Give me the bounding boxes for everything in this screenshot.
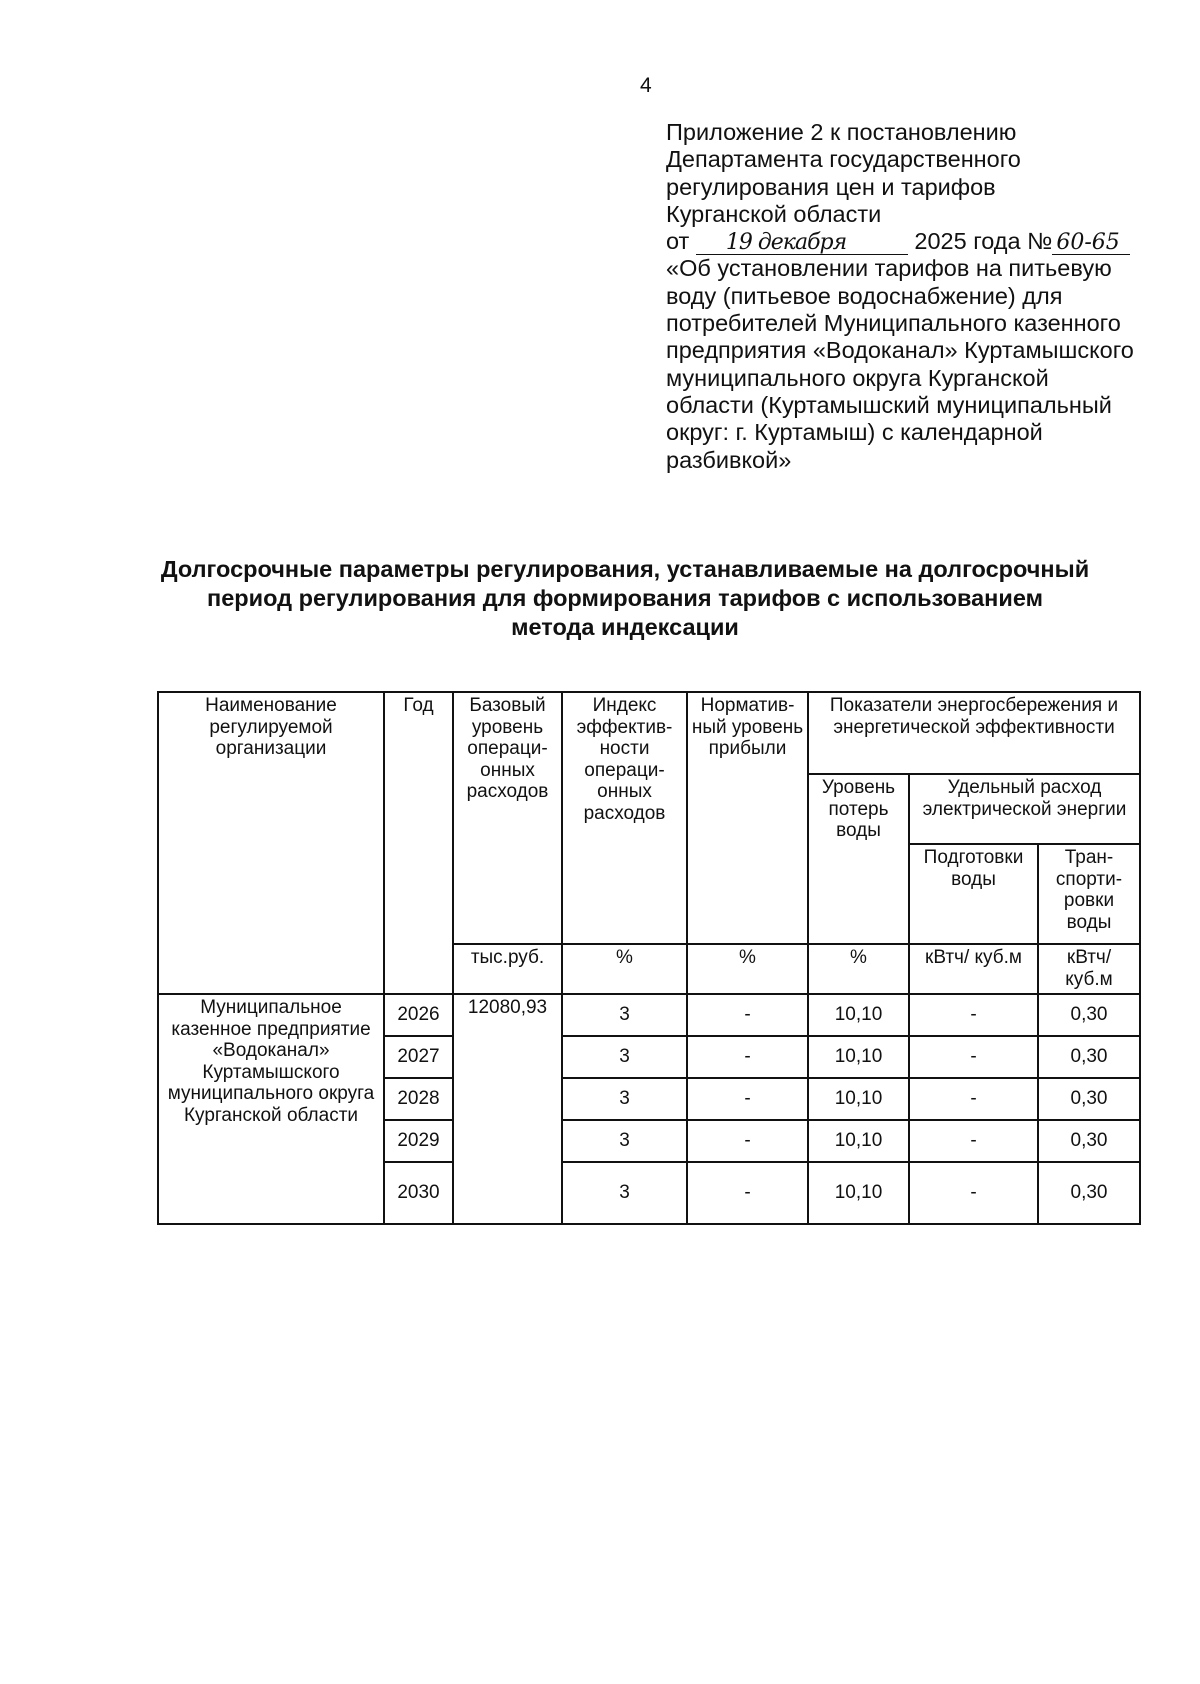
cell-year: 2027 bbox=[384, 1036, 453, 1078]
header-water-transport: Тран-спорти-ровки воды bbox=[1038, 844, 1140, 944]
cell-year: 2030 bbox=[384, 1162, 453, 1224]
cell-transport: 0,30 bbox=[1038, 1078, 1140, 1120]
appendix-subject-line: потребителей Муниципального казенного bbox=[666, 310, 1121, 337]
cell-index: 3 bbox=[562, 1036, 687, 1078]
year-label: 2025 года № bbox=[914, 228, 1053, 255]
cell-profit: - bbox=[687, 1078, 808, 1120]
header-energy-indicators: Показатели энергосбережения и энергетической эффективности bbox=[808, 692, 1140, 774]
header-organization: Наименование регулируемой организации bbox=[158, 692, 384, 994]
cell-loss: 10,10 bbox=[808, 1120, 909, 1162]
parameters-table bbox=[157, 691, 1141, 1225]
cell-loss: 10,10 bbox=[808, 1078, 909, 1120]
header-profit-level: Норматив-ный уровень прибыли bbox=[687, 692, 808, 944]
cell-loss: 10,10 bbox=[808, 1036, 909, 1078]
cell-index: 3 bbox=[562, 994, 687, 1036]
header-base-level: Базовый уровень операци-онных расходов bbox=[453, 692, 562, 944]
unit-profit: % bbox=[687, 944, 808, 994]
appendix-line: регулирования цен и тарифов bbox=[666, 173, 996, 200]
cell-profit: - bbox=[687, 1120, 808, 1162]
cell-year: 2029 bbox=[384, 1120, 453, 1162]
cell-year: 2028 bbox=[384, 1078, 453, 1120]
cell-profit: - bbox=[687, 994, 808, 1036]
header-water-loss: Уровень потерь воды bbox=[808, 774, 909, 944]
unit-loss: % bbox=[808, 944, 909, 994]
appendix-line: Приложение 2 к постановлению bbox=[666, 119, 1017, 145]
cell-prep: - bbox=[909, 1120, 1038, 1162]
cell-profit: - bbox=[687, 1036, 808, 1078]
appendix-date-line bbox=[666, 228, 1166, 255]
cell-index: 3 bbox=[562, 1120, 687, 1162]
cell-prep: - bbox=[909, 1036, 1038, 1078]
title-line: Долгосрочные параметры регулирования, устанавливаемые на долгосрочный bbox=[160, 556, 1090, 582]
cell-index: 3 bbox=[562, 1078, 687, 1120]
appendix-line: Курганской области bbox=[666, 200, 882, 227]
table-row bbox=[158, 994, 1140, 1036]
cell-index: 3 bbox=[562, 1162, 687, 1224]
cell-prep: - bbox=[909, 1162, 1038, 1224]
title-line: период регулирования для формирования тарифов с использованием bbox=[207, 585, 1043, 611]
appendix-subject-line: разбивкой» bbox=[666, 446, 792, 473]
unit-prep: кВтч/ куб.м bbox=[909, 944, 1038, 994]
unit-index: % bbox=[562, 944, 687, 994]
page-number: 4 bbox=[640, 74, 652, 97]
cell-transport: 0,30 bbox=[1038, 1036, 1140, 1078]
appendix-subject-line: области (Куртамышский муниципальный bbox=[666, 391, 1112, 418]
cell-transport: 0,30 bbox=[1038, 1162, 1140, 1224]
unit-base: тыс.руб. bbox=[453, 944, 562, 994]
header-water-preparation: Подготовки воды bbox=[909, 844, 1038, 944]
appendix-subject-line: воду (питьевое водоснабжение) для bbox=[666, 282, 1063, 309]
appendix-subject-line: округ: г. Куртамыш) с календарной bbox=[666, 419, 1043, 446]
header-electricity-consumption: Удельный расход электрической энергии bbox=[909, 774, 1140, 844]
cell-transport: 0,30 bbox=[1038, 994, 1140, 1036]
unit-transport: кВтч/ куб.м bbox=[1038, 944, 1140, 994]
handwritten-date: 19 декабря bbox=[696, 232, 908, 255]
appendix-subject-line: предприятия «Водоканал» Куртамышского bbox=[666, 337, 1134, 364]
cell-loss: 10,10 bbox=[808, 1162, 909, 1224]
header-efficiency-index: Индекс эффектив-ности операци-онных расходов bbox=[562, 692, 687, 944]
appendix-subject-line: «Об установлении тарифов на питьевую bbox=[666, 255, 1112, 282]
header-year: Год bbox=[384, 692, 453, 994]
document-title bbox=[140, 555, 1110, 642]
organization-name: Муниципальное казенное предприятие «Водоканал» Куртамышского муниципального округа Курганской области bbox=[158, 994, 384, 1224]
handwritten-number: 60-65 bbox=[1052, 232, 1130, 255]
cell-loss: 10,10 bbox=[808, 994, 909, 1036]
cell-profit: - bbox=[687, 1162, 808, 1224]
cell-year: 2026 bbox=[384, 994, 453, 1036]
cell-transport: 0,30 bbox=[1038, 1120, 1140, 1162]
appendix-subject-line: муниципального округа Курганской bbox=[666, 364, 1049, 391]
appendix-block bbox=[666, 119, 1166, 474]
cell-prep: - bbox=[909, 1078, 1038, 1120]
appendix-line: Департамента государственного bbox=[666, 146, 1021, 173]
cell-prep: - bbox=[909, 994, 1038, 1036]
title-line: метода индексации bbox=[511, 614, 739, 640]
base-level-value: 12080,93 bbox=[453, 994, 562, 1224]
from-label: от bbox=[666, 228, 690, 255]
